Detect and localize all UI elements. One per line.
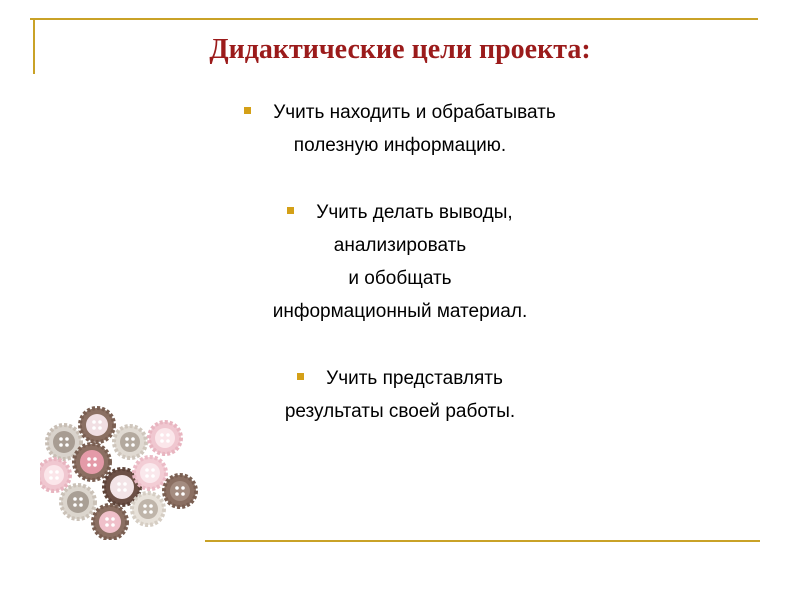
goal-item (0, 96, 800, 162)
goal-item (0, 196, 800, 328)
button-flower (164, 475, 196, 507)
button-flower (114, 426, 146, 458)
button-flower (149, 422, 181, 454)
goal-line: результаты своей работы. (284, 401, 516, 422)
button-flower (61, 485, 95, 519)
button-flower (132, 493, 164, 525)
slide-title: Дидактические цели проекта: (209, 34, 591, 65)
goal-line: Учить представлять (0, 362, 800, 395)
button-flower (40, 459, 70, 491)
bottom-decor-line (205, 540, 760, 542)
button-flower (47, 425, 81, 459)
goal-line: анализировать (333, 235, 467, 256)
button-flower (80, 408, 114, 442)
goal-line: и обобщать (348, 268, 452, 289)
button-flower (134, 457, 166, 489)
bullet-icon (297, 373, 304, 380)
button-flower (93, 505, 127, 539)
goal-line: информационный материал. (272, 301, 528, 322)
bullet-icon (244, 107, 251, 114)
goal-line: Учить делать выводы, (0, 196, 800, 229)
buttons-illustration (40, 405, 200, 540)
goal-line: полезную информацию. (293, 135, 507, 156)
goals-list (0, 96, 800, 428)
button-flower (74, 444, 110, 480)
goal-line: Учить находить и обрабатывать (0, 96, 800, 129)
top-decor-line (30, 18, 758, 20)
bullet-icon (287, 207, 294, 214)
